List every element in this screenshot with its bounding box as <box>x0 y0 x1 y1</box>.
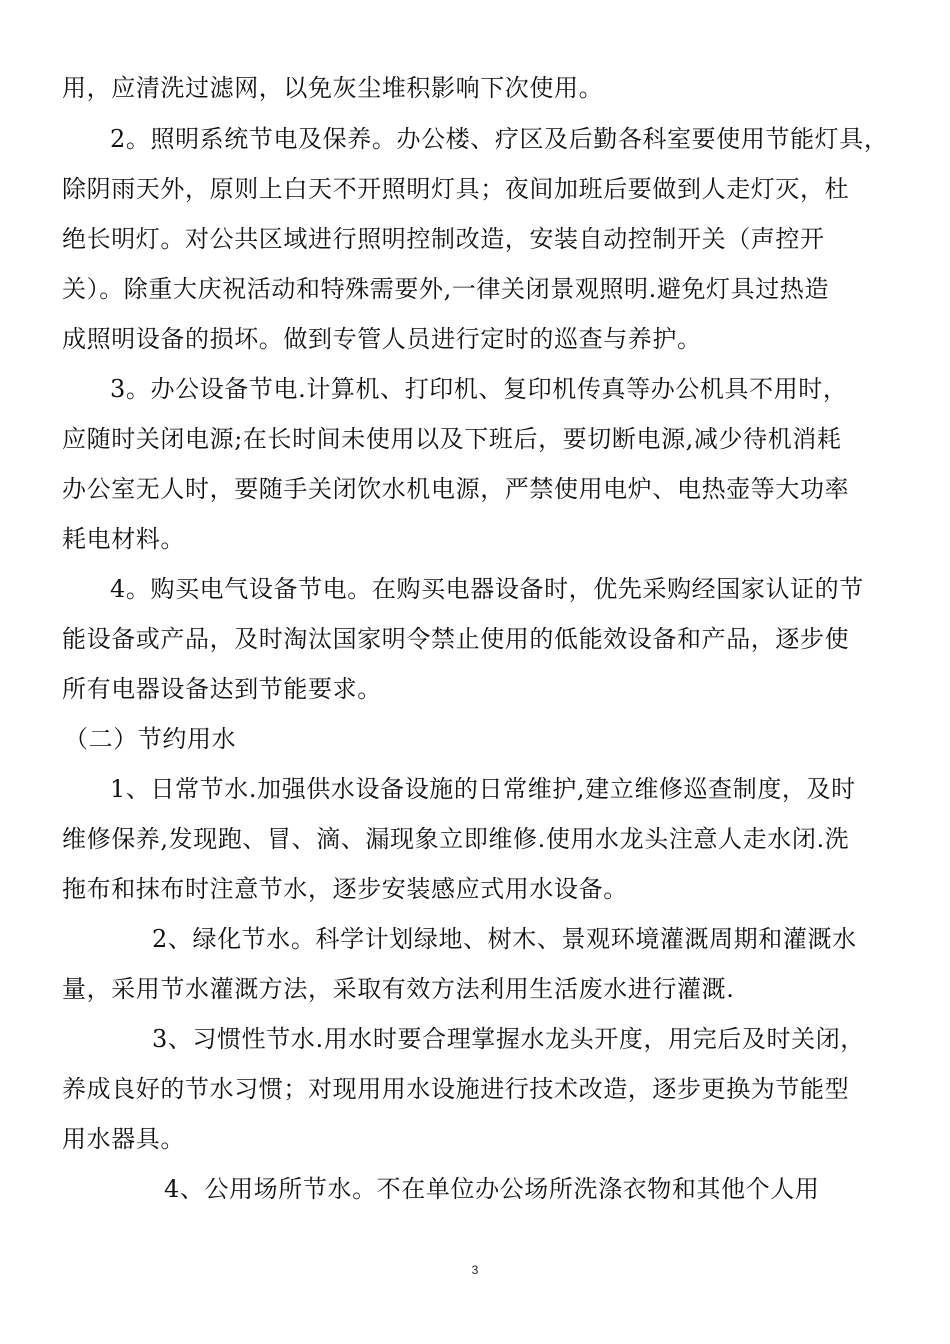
section-heading: （二）节约用水 <box>64 725 237 753</box>
text-line: 4、公用场所节水。不在单位办公场所洗涤衣物和其他个人用 <box>164 1175 820 1203</box>
text-line: 拖布和抹布时注意节水，逐步安装感应式用水设备。 <box>62 875 628 903</box>
text-line: 养成良好的节水习惯；对现用用水设施进行技术改造，逐步更换为节能型 <box>62 1075 850 1103</box>
text-line: 关）。除重大庆祝活动和特殊需要外,一律关闭景观照明.避免灯具过热造 <box>62 275 830 303</box>
text-line: 成照明设备的损坏。做到专管人员进行定时的巡查与养护。 <box>62 325 702 353</box>
text-line: 1、日常节水.加强供水设备设施的日常维护,建立维修巡查制度，及时 <box>110 775 856 803</box>
text-line: 应随时关闭电源;在长时间未使用以及下班后，要切断电源,减少待机消耗 <box>62 425 842 453</box>
text-line: 能设备或产品，及时淘汰国家明令禁止使用的低能效设备和产品，逐步使 <box>62 625 850 653</box>
page-number: 3 <box>471 1263 479 1277</box>
text-line: 所有电器设备达到节能要求。 <box>62 675 382 703</box>
text-line: 4。购买电气设备节电。在购买电器设备时，优先采购经国家认证的节 <box>110 575 864 603</box>
text-line: 2、绿化节水。科学计划绿地、树木、景观环境灌溉周期和灌溉水 <box>152 925 857 953</box>
text-line: 用，应清洗过滤网，以免灰尘堆积影响下次使用。 <box>62 74 604 102</box>
text-line: 办公室无人时，要随手关闭饮水机电源，严禁使用电炉、电热壶等大功率 <box>62 475 850 503</box>
text-line: 2。照明系统节电及保养。办公楼、疗区及后勤各科室要使用节能灯具， <box>110 125 889 153</box>
text-line: 维修保养,发现跑、冒、滴、漏现象立即维修.使用水龙头注意人走水闭.洗 <box>62 825 850 853</box>
text-line: 绝长明灯。对公共区域进行照明控制改造，安装自动控制开关（声控开 <box>62 225 825 253</box>
text-line: 用水器具。 <box>62 1125 185 1153</box>
text-line: 除阴雨天外，原则上白天不开照明灯具；夜间加班后要做到人走灯灭，杜 <box>62 175 850 203</box>
text-line: 耗电材料。 <box>62 525 185 553</box>
text-line: 量，采用节水灌溉方法，采取有效方法利用生活废水进行灌溉. <box>62 975 735 1003</box>
text-line: 3、习惯性节水.用水时要合理掌握水龙头开度，用完后及时关闭， <box>152 1025 865 1053</box>
text-line: 3。办公设备节电.计算机、打印机、复印机传真等办公机具不用时， <box>110 375 848 403</box>
